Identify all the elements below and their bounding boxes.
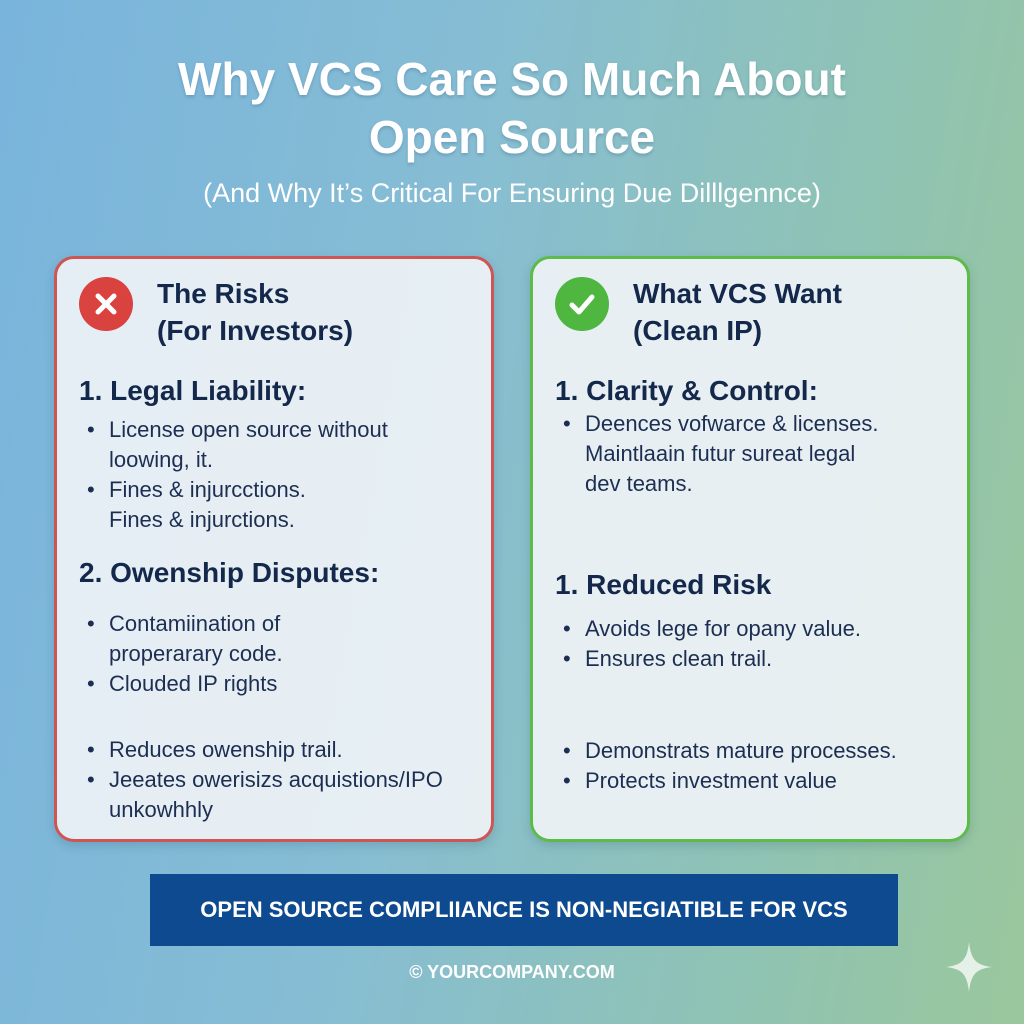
list-item-continuation: unkowhhly (109, 797, 213, 822)
sparkle-icon (944, 940, 994, 994)
want-card (530, 256, 970, 842)
x-circle-icon (79, 277, 133, 331)
want-section-title: 1. Reduced Risk (555, 569, 772, 600)
risks-bullet-list (83, 415, 388, 535)
list-item: • Contamiination of (83, 609, 283, 639)
risks-heading-line-2: (For Investors) (157, 315, 354, 346)
want-heading-line-1: What VCS Want (633, 278, 842, 309)
list-item: • Deences vofwarce & licenses. (559, 409, 878, 439)
list-item-continuation: properarary code. (109, 641, 283, 666)
list-item-continuation: dev teams. (585, 471, 693, 496)
list-item: • Demonstrats mature processes. (559, 736, 897, 766)
want-section-title: 1. Clarity & Control: (555, 375, 818, 406)
compliance-banner: OPEN SOURCE COMPLIIANCE IS NON-NEGIATIBLE FOR VCS (150, 874, 898, 946)
list-item: • Fines & injurcctions. (83, 475, 388, 505)
page-subtitle: (And Why It’s Critical For Ensuring Due Dilllgennce) (203, 178, 821, 208)
risks-card (54, 256, 494, 842)
risks-card-heading (157, 275, 353, 349)
want-bullet-list (559, 736, 897, 796)
risks-bullet-list (83, 609, 283, 699)
want-bullet-list (559, 614, 861, 674)
want-card-heading (633, 275, 842, 349)
title-line-2: Open Source (368, 111, 656, 163)
check-circle-icon (555, 277, 609, 331)
risks-section-title: 1. Legal Liability: (79, 375, 307, 406)
want-bullet-list (559, 409, 878, 499)
page-title (0, 50, 1024, 166)
list-item-continuation: loowing, it. (109, 447, 213, 472)
risks-bullet-list (83, 735, 443, 825)
list-item: • Ensures clean trail. (559, 644, 861, 674)
list-item: • Protects investment value (559, 766, 897, 796)
list-item-continuation: Fines & injurctions. (109, 507, 295, 532)
list-item: • Avoids lege for opany value. (559, 614, 861, 644)
list-item: • Clouded IP rights (83, 669, 283, 699)
want-heading-line-2: (Clean IP) (633, 315, 763, 346)
list-item-continuation: Maintlaain futur sureat legal (585, 441, 856, 466)
risks-section-title: 2. Owenship Disputes: (79, 557, 380, 588)
list-item: • License open source without (83, 415, 388, 445)
footer-copyright: © YOURCOMPANY.COM (409, 962, 615, 982)
risks-heading-line-1: The Risks (157, 278, 290, 309)
list-item: • Jeeates owerisizs acquistions/IPO (83, 765, 443, 795)
title-line-1: Why VCS Care So Much About (178, 53, 846, 105)
list-item: • Reduces owenship trail. (83, 735, 443, 765)
